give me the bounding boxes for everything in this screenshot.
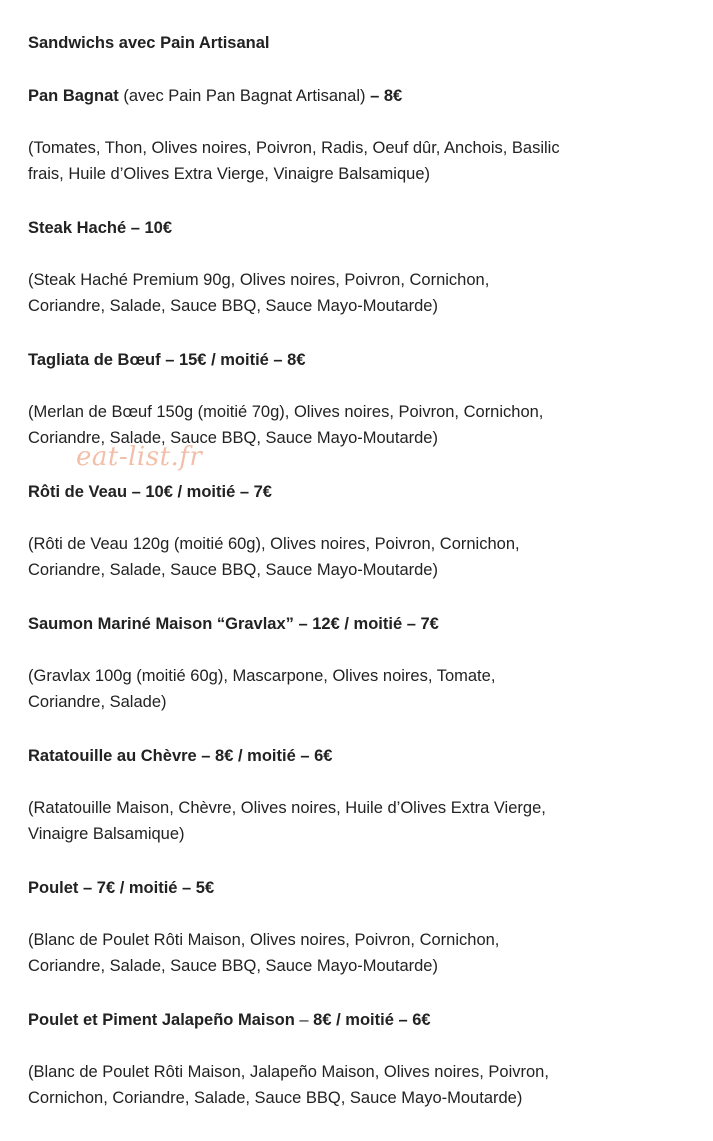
description-line: (Merlan de Bœuf 150g (moitié 70g), Olives noires, Poivron, Cornichon,	[28, 403, 544, 421]
menu-item-name: Poulet et Piment Jalapeño Maison	[28, 1011, 295, 1029]
description-line: (Ratatouille Maison, Chèvre, Olives noires, Huile d’Olives Extra Vierge,	[28, 799, 546, 817]
menu-item-price: 8€ / moitié – 6€	[313, 1011, 431, 1029]
menu-item-qualifier: (avec Pain Pan Bagnat Artisanal)	[118, 87, 366, 105]
menu-item-roti-de-veau	[28, 479, 648, 583]
description-line: Coriandre, Salade, Sauce BBQ, Sauce Mayo-Moutarde)	[28, 429, 438, 447]
menu-item-title	[28, 611, 648, 637]
description-line: Coriandre, Salade, Sauce BBQ, Sauce Mayo-Moutarde)	[28, 297, 438, 315]
menu-item-steak-hache	[28, 215, 648, 319]
menu-item-name: Ratatouille au Chèvre – 8€ / moitié – 6€	[28, 747, 333, 765]
description-line: (Blanc de Poulet Rôti Maison, Jalapeño Maison, Olives noires, Poivron,	[28, 1063, 549, 1081]
menu-item-saumon-gravlax	[28, 611, 648, 715]
menu-item-ratatouille-chevre	[28, 743, 648, 847]
menu-item-tagliata-de-boeuf	[28, 347, 648, 451]
description-line: Coriandre, Salade, Sauce BBQ, Sauce Mayo-Moutarde)	[28, 561, 438, 579]
menu-item-title	[28, 215, 648, 241]
menu-item-title	[28, 83, 648, 109]
menu-item-name: Rôti de Veau – 10€ / moitié – 7€	[28, 483, 272, 501]
menu-item-description	[28, 267, 648, 319]
menu-item-description	[28, 795, 648, 847]
menu-item-title	[28, 875, 648, 901]
description-line: (Steak Haché Premium 90g, Olives noires, Poivron, Cornichon,	[28, 271, 490, 289]
section-heading: Sandwichs avec Pain Artisanal	[28, 34, 270, 52]
description-line: (Tomates, Thon, Olives noires, Poivron, Radis, Oeuf dûr, Anchois, Basilic	[28, 139, 560, 157]
description-line: Vinaigre Balsamique)	[28, 825, 185, 843]
menu-item-name: Poulet – 7€ / moitié – 5€	[28, 879, 215, 897]
menu-item-name: Saumon Mariné Maison “Gravlax” – 12€ / moitié – 7€	[28, 615, 439, 633]
description-line: Coriandre, Salade)	[28, 693, 167, 711]
watermark-text: eat-list.fr	[76, 442, 203, 472]
menu-item-price: – 8€	[365, 87, 403, 105]
description-line: Coriandre, Salade, Sauce BBQ, Sauce Mayo-Moutarde)	[28, 957, 438, 975]
menu-item-description	[28, 1059, 648, 1111]
menu-item-name: Steak Haché – 10€	[28, 219, 173, 237]
description-line: Cornichon, Coriandre, Salade, Sauce BBQ, Sauce Mayo-Moutarde)	[28, 1089, 523, 1107]
menu-item-title	[28, 347, 648, 373]
description-line: (Blanc de Poulet Rôti Maison, Olives noires, Poivron, Cornichon,	[28, 931, 500, 949]
menu-item-name: Tagliata de Bœuf – 15€ / moitié – 8€	[28, 351, 306, 369]
menu-item-description	[28, 135, 648, 187]
menu-item-description	[28, 927, 648, 979]
menu-item-description	[28, 531, 648, 583]
menu-item-poulet	[28, 875, 648, 979]
menu-item-description	[28, 663, 648, 715]
menu-item-poulet-jalapeno	[28, 1007, 648, 1111]
menu-item-name: Pan Bagnat	[28, 87, 119, 105]
description-line: frais, Huile d’Olives Extra Vierge, Vinaigre Balsamique)	[28, 165, 430, 183]
menu-item-title	[28, 479, 648, 505]
description-line: (Rôti de Veau 120g (moitié 60g), Olives noires, Poivron, Cornichon,	[28, 535, 520, 553]
menu-item-title	[28, 743, 648, 769]
menu-item-pan-bagnat	[28, 83, 648, 187]
menu-item-separator: –	[294, 1011, 314, 1029]
description-line: (Gravlax 100g (moitié 60g), Mascarpone, Olives noires, Tomate,	[28, 667, 496, 685]
menu-item-title	[28, 1007, 648, 1033]
